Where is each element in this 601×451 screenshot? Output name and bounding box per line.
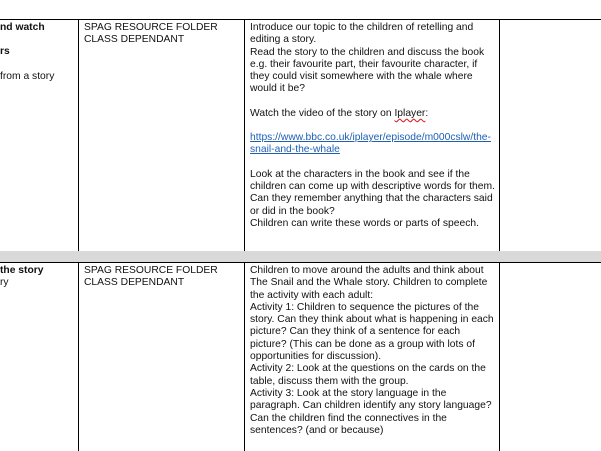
row-divider (0, 19, 601, 20)
row-2-title-line: the story (0, 265, 44, 276)
row-2-activity-text: Children to move around the adults and think about The Snail and the Whale story. Children to complete the activity with each adult: Activity 1: Children to sequence the pictures of the story. Can they think about what is happening in each picture? Can they think of a sentence for each picture? (This can be done as a group with lots of opportunities for discussion). Activity 2: Look at the questions on the cards on the table, discuss them with the group. Activity 3: Look at the story language in the paragraph. Can children identify any story language? Can the children find the connectives in the sentences? (and or because) (250, 265, 494, 436)
row-1-resource-cell (84, 22, 242, 47)
row-divider (0, 262, 601, 263)
row-2-title-cell (0, 265, 76, 290)
row-1-intro-text: Introduce our topic to the children of retelling and editing a story. Read the story to the children and discuss the book e.g. their favourite part, their favourite character, if they could visit somewhere with the whale where would it be? (250, 22, 485, 95)
row-2-resource-line: SPAG RESOURCE FOLDER (84, 265, 218, 276)
row-2-title-line: ry (0, 277, 9, 289)
iplayer-word: Iplayer (394, 107, 426, 119)
video-prefix: Watch the video of the story on (250, 107, 395, 119)
row-1-title-line: from a story (0, 70, 55, 82)
bbc-iplayer-link[interactable]: https://www.bbc.co.uk/iplayer/episode/m000cslw/the- snail-and-the-whale (250, 132, 491, 156)
row-1-activity-cell (250, 22, 498, 230)
video-suffix: : (425, 107, 429, 119)
column-divider (244, 19, 245, 451)
row-2-resource-line: CLASS DEPENDANT (84, 277, 185, 289)
row-2-resource-cell (84, 265, 242, 290)
row-1-title-line: nd watch (0, 22, 45, 33)
row-1-video-text (250, 108, 498, 120)
separator-row (0, 251, 601, 262)
row-1-title-line: rs (0, 46, 10, 58)
column-divider (78, 19, 79, 451)
row-1-resource-line: SPAG RESOURCE FOLDER (84, 22, 218, 33)
column-divider (499, 19, 500, 451)
row-1-title-cell (0, 22, 76, 83)
row-1-resource-line: CLASS DEPENDANT (84, 34, 185, 46)
row-1-characters-text: Look at the characters in the book and see if the children can come up with descriptive words for them. Can they remember anything that the characters said or did in the book? Children can write these words or parts of speech. (250, 168, 495, 229)
row-2-activity-cell (250, 265, 498, 437)
